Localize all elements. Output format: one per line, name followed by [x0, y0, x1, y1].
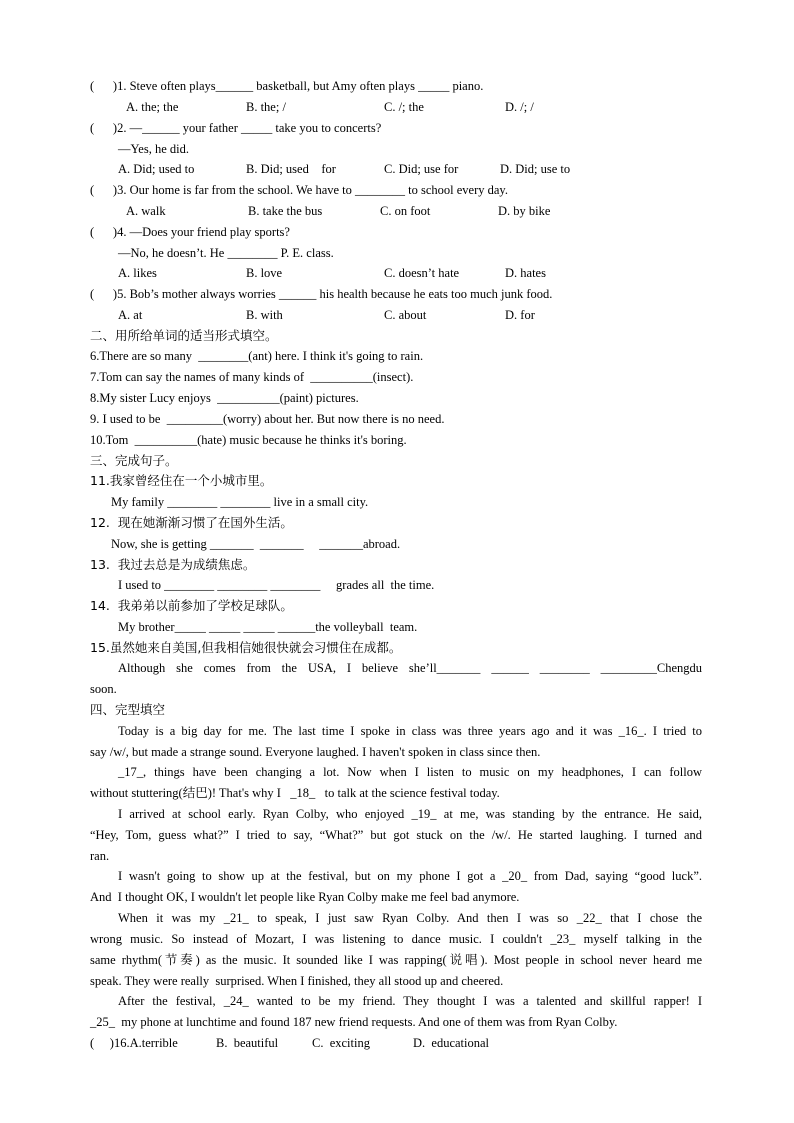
- word-form-item-8: 8.My sister Lucy enjoys __________(paint) pictures.: [90, 391, 359, 405]
- sentence-15-chinese: 15.虽然她来自美国,但我相信她很快就会习惯住在成都。: [90, 640, 402, 655]
- cloze-line: speak. They were really surprised. When I finished, they all stood up and cheered.: [90, 974, 504, 988]
- mc-question-4: ( )4. —Does your friend play sports?: [90, 225, 290, 239]
- word-form-item-7: 7.Tom can say the names of many kinds of __________(insect).: [90, 370, 414, 384]
- mc-question-1: ( )1. Steve often plays______ basketball, but Amy often plays _____ piano.: [90, 79, 484, 93]
- word-form-item-6: 6.There are so many ________(ant) here. I think it's going to rain.: [90, 349, 424, 363]
- sentence-13-chinese: 13. 我过去总是为成绩焦虑。: [90, 557, 256, 572]
- mc-question-5: ( )5. Bob’s mother always worries ______ his health because he eats too much junk food.: [90, 287, 553, 301]
- mc-option: B. take the bus: [248, 204, 323, 218]
- cloze-line: I arrived at school early. Ryan Colby, who enjoyed _19_ at me, was standing by the entrance. He said,: [118, 807, 702, 821]
- mc-question-2-reply: —Yes, he did.: [118, 142, 189, 156]
- mc-option: D. /; /: [505, 100, 534, 114]
- mc-question-4-reply: —No, he doesn’t. He ________ P. E. class.: [118, 246, 334, 260]
- mc-option: B. with: [246, 308, 283, 322]
- cloze-line: say /w/, but made a strange sound. Everyone laughed. I haven't spoken in class since then.: [90, 745, 541, 759]
- sentence-13-english: I used to ________ ________ ________ grades all the time.: [118, 578, 435, 592]
- sentence-12-english: Now, she is getting _______ _______ _______abroad.: [111, 537, 401, 551]
- mc-option: C. about: [384, 308, 427, 322]
- sentence-14-chinese: 14. 我弟弟以前参加了学校足球队。: [90, 598, 293, 613]
- mc-option: A. likes: [118, 266, 157, 280]
- mc-option: D. Did; use to: [500, 162, 571, 176]
- word-form-item-9: 9. I used to be _________(worry) about her. But now there is no need.: [90, 412, 445, 426]
- sentence-14-english: My brother_____ _____ _____ ______the volleyball team.: [118, 620, 418, 634]
- mc-option: B. the; /: [246, 100, 286, 114]
- mc-option: A. walk: [126, 204, 166, 218]
- mc-option: B. Did; used for: [246, 162, 336, 176]
- cloze-line: _25_ my phone at lunchtime and found 187 new friend requests. And one of them was from Ryan Colby.: [90, 1015, 618, 1029]
- mc-option: C. exciting: [312, 1036, 370, 1050]
- mc-option: A. Did; used to: [118, 162, 195, 176]
- mc-question-3: ( )3. Our home is far from the school. We have to ________ to school every day.: [90, 183, 508, 197]
- mc-option: D. hates: [505, 266, 546, 280]
- mc-option: D. by bike: [498, 204, 551, 218]
- cloze-line: wrong music. So instead of Mozart, I was listening to dance music. I couldn't _23_ myself talking in the: [90, 932, 702, 946]
- cloze-line: ran.: [90, 849, 110, 863]
- mc-option: A. the; the: [126, 100, 179, 114]
- cloze-line: After the festival, _24_ wanted to be my friend. They thought I was a talented and skillful rapper! I: [118, 994, 702, 1008]
- mc-option: A. at: [118, 308, 143, 322]
- section-heading-complete-sentences: 三、完成句子。: [90, 453, 178, 468]
- mc-option: C. doesn’t hate: [384, 266, 460, 280]
- cloze-line: I wasn't going to show up at the festival, but on my phone I got a _20_ from Dad, saying “good luck”.: [118, 869, 702, 883]
- cloze-line: same rhythm(节奏) as the music. It sounded like I was rapping(说唱). Most people in school never heard me: [90, 953, 702, 967]
- section-heading-word-forms: 二、用所给单词的适当形式填空。: [90, 328, 278, 343]
- cloze-question-16: ( )16.A.terrible: [90, 1036, 178, 1050]
- sentence-11-chinese: 11.我家曾经住在一个小城市里。: [90, 473, 273, 488]
- cloze-line: “Hey, Tom, guess what?” I tried to say, “What?” but got stuck on the /w/. He started laughing. I turned and: [90, 828, 702, 842]
- mc-option: C. on foot: [380, 204, 431, 218]
- mc-option: D. educational: [413, 1036, 490, 1050]
- cloze-line: without stuttering(结巴)! That's why I _18_ to talk at the science festival today.: [90, 786, 500, 800]
- mc-question-2: ( )2. —______ your father _____ take you to concerts?: [90, 121, 382, 135]
- sentence-15-english-line1: Although she comes from the USA, I believe she’ll_______ ______ ________ _________Chengdu: [118, 661, 702, 675]
- cloze-line: Today is a big day for me. The last time I spoke in class was three years ago and it was _16_. I tried to: [118, 724, 702, 738]
- mc-option: D. for: [505, 308, 535, 322]
- mc-option: C. Did; use for: [384, 162, 459, 176]
- mc-option: B. beautiful: [216, 1036, 279, 1050]
- cloze-line: When it was my _21_ to speak, I just saw Ryan Colby. And then I was so _22_ that I chose the: [118, 911, 702, 925]
- sentence-11-english: My family ________ ________ live in a small city.: [111, 495, 369, 509]
- sentence-15-english-line2: soon.: [90, 682, 117, 696]
- mc-option: B. love: [246, 266, 283, 280]
- cloze-line: _17_, things have been changing a lot. Now when I listen to music on my headphones, I can follow: [118, 765, 702, 779]
- word-form-item-10: 10.Tom __________(hate) music because he thinks it's boring.: [90, 433, 407, 447]
- mc-option: C. /; the: [384, 100, 424, 114]
- cloze-line: And I thought OK, I wouldn't let people like Ryan Colby make me feel bad anymore.: [90, 890, 520, 904]
- sentence-12-chinese: 12. 现在她渐渐习惯了在国外生活。: [90, 515, 293, 530]
- section-heading-cloze: 四、完型填空: [90, 702, 166, 717]
